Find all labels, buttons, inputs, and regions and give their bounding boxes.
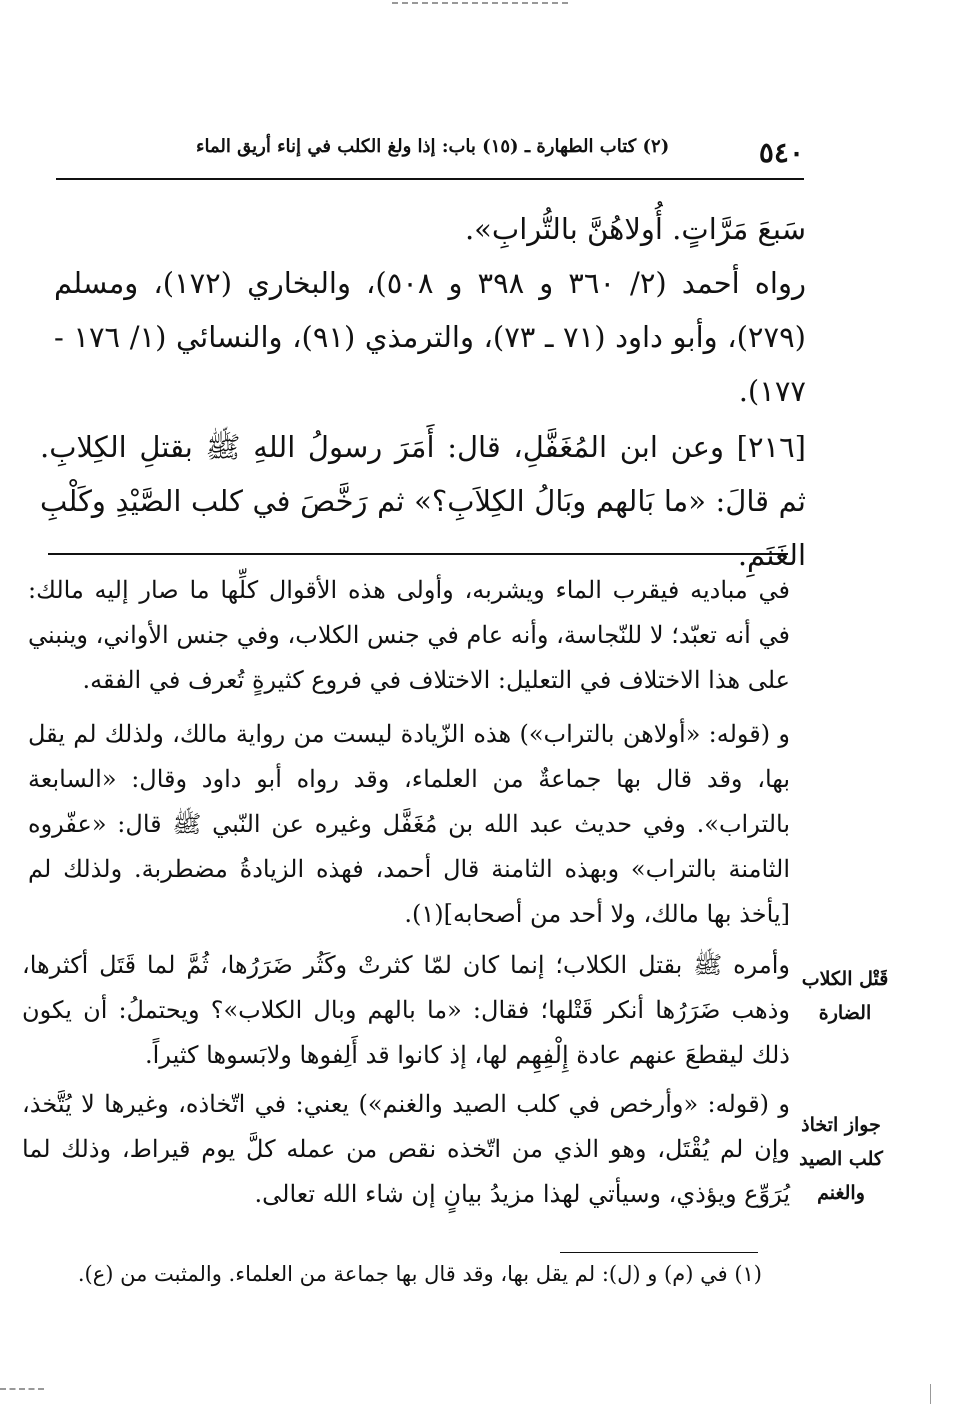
footnote-separator <box>560 1252 758 1253</box>
footnote-1: (١) في (م) و (ل): لم يقل بها، وقد قال بها جماعة من العلماء. والمثبت من (ع). <box>77 1262 762 1286</box>
scan-top-dashes <box>392 2 568 4</box>
commentary-para-2: و (قوله: «أولاهن بالتراب») هذه الزّيادة ليست من رواية مالك، ولذلك لم يقل بها، وقد قال بها جماعةٌ من العلماء، وقد رواه أبو داود وقال: «السابعة بالتراب». وفي حديث عبد الله بن مُغَفَّل وغيره عن النّبي ﷺ قال: «عفّروه الثامنة بالتراب» وبهذه الثامنة قال أحمد، فهذه الزيادةُ مضطربة. ولذلك لم [يأخذ بها مالك، ولا أحد من أصحابه](١). <box>28 720 790 928</box>
hadith-continuation: سَبعَ مَرَّاتٍ. أُولاهُنَّ بالتُّرابِ». <box>464 212 806 246</box>
running-title: (٢) كتاب الطهارة ـ (١٥) باب: إذا ولغ الكلب في إناء أريق الماء <box>196 136 670 157</box>
hadith-takhrij: رواه أحمد (٢/ ٣٦٠ و ٣٩٨ و ٥٠٨)، والبخاري (١٧٢)، ومسلم (٢٧٩)، وأبو داود (٧١ ـ ٧٣)، والترمذي (٩١)، والنسائي (١/ ١٧٦ - ١٧٧). <box>54 266 806 408</box>
commentary-para-3: وأمره ﷺ بقتل الكلاب؛ إنما كان لمّا كثرتْ وكَثُر ضَرَرُها، ثُمَّ لما قَتَل أكثرها، وذهب ضَرَرُها أنكر قَتْلها؛ فقال: «ما بالهم وبال الكلاب»؟ ويحتملُ: أن يكون ذلك ليقطعَ عنهم عادة إِلْفِهِم لها، إذ كانوا قد أَلِفوها ولابَسوها كثيراً. <box>22 951 790 1069</box>
hadith-216: [٢١٦] وعن ابن المُغَفَّلِ، قال: أَمَرَ رسولُ اللهِ ﷺ بقتلِ الكِلابِ. ثم قالَ: «ما بَالهم وبَالُ الكِلاَبِ؟» ثم رَخَّصَ في كلب الصَّيْدِ وكَلْبِ الغَنَمِ. <box>40 430 806 572</box>
scan-edge-mark <box>930 1384 931 1404</box>
scan-bottom-dashes <box>0 1388 44 1390</box>
margin-note-killing-dogs: قَتْل الكلاب الضارة <box>801 968 889 1024</box>
commentary-para-1: في مباديه فيقرب الماء ويشربه، وأولى هذه الأقوال كلِّها ما صار إليه مالك: في أنه تعبّد؛ لا للنّجاسة، وأنه عام في جنس الكلاب، وفي جنس الأواني، وينبني على هذا الاختلاف في التعليل: الاختلاف في فروع كثيرةٍ تُعرف في الفقه. <box>28 576 791 694</box>
commentary-para-4: و (قوله: «وأرخص في كلب الصيد والغنم») يعني: في اتّخاذه، وغيرها لا يُتَّخذ، وإن لم يُقْتَل، وهو الذي من اتّخذه نقص من عمله كلَّ يوم قيراط، وذلك لما يُرَوِّع ويؤذي، وسيأتي لهذا مزيدُ بيانٍ إن شاء الله تعالى. <box>22 1090 790 1208</box>
commentary-separator <box>48 553 788 555</box>
margin-note-hunting-dogs: جواز اتخاذ كلب الصيد والغنم <box>799 1114 883 1204</box>
page-number: ٥٤٠ <box>758 136 804 169</box>
header-rule <box>56 178 804 180</box>
page-header <box>56 136 804 182</box>
